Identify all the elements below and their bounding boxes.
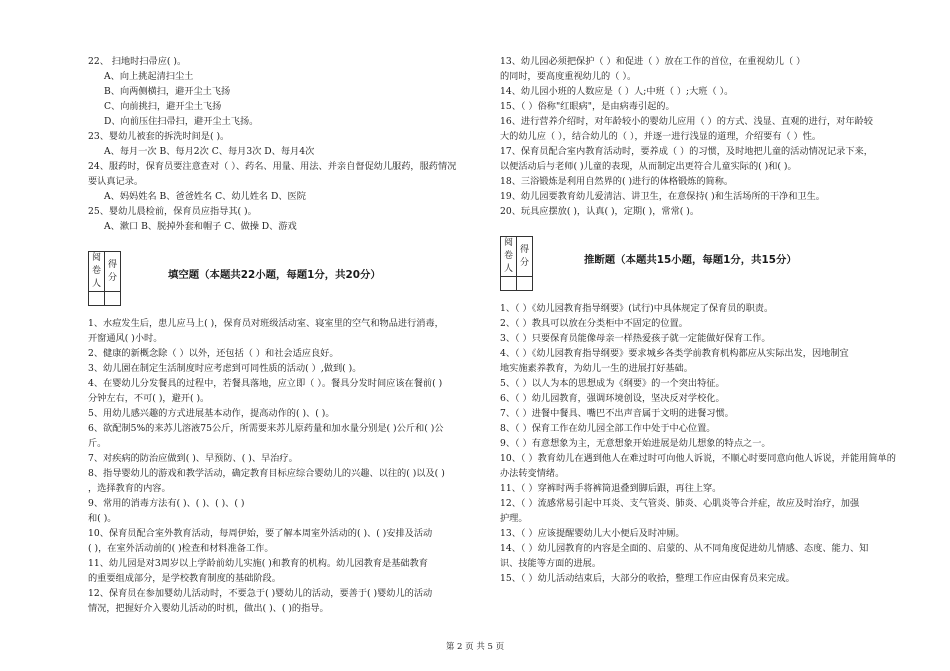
- fill-17-line1: 17、保育员配合室内教育活动时，要养成（ ）的习惯，及时地把儿童的活动情况记录下来，: [500, 146, 873, 157]
- judge-5: 5、（ ）以人为本的思想成为《纲要》的一个突出特征。: [500, 378, 725, 389]
- question-22: 22、 扫地时扫帚应( )。: [88, 56, 187, 67]
- options-23: A、每月一次 B、每月2次 C、每月3次 D、每月4次: [104, 146, 315, 157]
- section-title-judge: 推断题（本题共15小题，每题1分，共15分）: [584, 254, 797, 266]
- judge-4-line1: 4、（ ）《幼儿园教育指导纲要》要求城乡各类学前教育机构都应从实际出发，因地制宜: [500, 348, 849, 359]
- fill-2: 2、健康的新概念除（ ）以外，还包括（ ）和社会适应良好。: [88, 348, 339, 359]
- fill-8-line1: 8、指导婴幼儿的游戏和教学活动，确定教育目标应综合婴幼儿的兴趣、以往的( )以及( ): [88, 468, 445, 479]
- scorer-cell: [501, 277, 517, 291]
- fill-9-line1: 9、常用的消毒方法有( )、( )、( )、( ): [88, 498, 245, 509]
- judge-3: 3、（ ）只要保育员能像母亲一样热爱孩子就一定能做好保育工作。: [500, 333, 771, 344]
- judge-4-line2: 地实施素养教育，为幼儿一生的进展打好基础。: [500, 363, 693, 374]
- judge-11: 11、（ ）穿裤时两手将裤筒退叠到脚后跟，再往上穿。: [500, 483, 722, 494]
- judge-7: 7、（ ）进餐中餐具、嘴巴不出声音属于文明的进餐习惯。: [500, 408, 734, 419]
- option-22c: C、向前挑扫，避开尘土飞扬: [104, 101, 222, 112]
- fill-13-line2: 的同时，要高度重视幼儿的（ ）。: [500, 71, 637, 82]
- option-22d: D、向前压住扫帚扫，避开尘土飞扬。: [104, 116, 259, 127]
- fill-4-line1: 4、在婴幼儿分发餐具的过程中，若餐具落地，应立即（ ）。餐具分发时间应该在餐前( ): [88, 378, 443, 389]
- judge-9: 9、（ ）有意想象为主，无意想象开始进展是幼儿想象的特点之一。: [500, 438, 771, 449]
- score-label: 得分: [517, 237, 533, 277]
- question-25: 25、婴幼儿晨检前，保育员应指导其( )。: [88, 206, 257, 217]
- score-cell: [105, 292, 121, 306]
- fill-16-line2: 大的幼儿应（ ），结合幼儿的（ ），并逐一进行浅显的道理，介绍要有（ ）性。: [500, 131, 822, 142]
- fill-1-line2: 开窗通风( )小时。: [88, 333, 163, 344]
- judge-6: 6、（ ）幼儿园教育，强调环境创设，坚决反对学校化。: [500, 393, 725, 404]
- judge-12-line2: 护理。: [500, 513, 528, 524]
- judge-14-line1: 14、（ ）幼儿园教育的内容是全面的、启蒙的、从不同角度促进幼儿情感、态度、能力、知: [500, 543, 869, 554]
- options-24: A、妈妈姓名 B、爸爸姓名 C、幼儿姓名 D、医院: [104, 191, 306, 202]
- score-cell: [517, 277, 533, 291]
- judge-12-line1: 12、（ ）流感常易引起中耳炎、支气管炎、肺炎、心肌炎等合并症，故应及时治疗，加强: [500, 498, 860, 509]
- fill-10-line1: 10、保育员配合室外教育活动，每周伊始，要了解本周室外活动的( )、( )安排及活动: [88, 528, 433, 539]
- fill-9-line2: 和( )。: [88, 513, 117, 524]
- fill-16-line1: 16、进行营养介绍时，对年龄较小的婴幼儿应用（ ）的方式、浅显、直观的进行，对年龄较: [500, 116, 873, 127]
- score-label: 得分: [105, 252, 121, 292]
- section-title-fill: 填空题（本题共22小题，每题1分，共20分）: [168, 269, 381, 281]
- question-24-line1: 24、服药时，保育员要注意查对（ ）、药名、用量、用法、并亲自督促幼儿服药，服药情况: [88, 161, 457, 172]
- judge-8: 8、（ ）保育工作在幼儿园全部工作中处于中心位置。: [500, 423, 716, 434]
- page-footer: 第 2 页 共 5 页: [445, 642, 505, 652]
- fill-14: 14、幼儿园小班的人数应是（ ）人;中班（ ）;大班（ ）。: [500, 86, 734, 97]
- fill-10-line2: ( )，在室外活动前的( )检查和材料准备工作。: [88, 543, 274, 554]
- scorer-label: 阅卷人: [501, 237, 517, 277]
- judge-15: 15、（ ）幼儿活动结束后，大部分的收拾，整理工作应由保育员来完成。: [500, 573, 795, 584]
- fill-20: 20、玩具应摆放( )，认真( )，定期( )，常常( )。: [500, 206, 700, 217]
- options-25: A、漱口 B、脱掉外套和帽子 C、做操 D、游戏: [104, 221, 297, 232]
- fill-6-line2: 斤。: [88, 438, 107, 449]
- fill-11-line1: 11、幼儿园是对3周岁以上学龄前幼儿实施( )和教育的机构。幼儿园教育是基础教育: [88, 558, 428, 569]
- fill-12-line2: 情况，把握好介入婴幼儿活动的时机，做出( )、( )的指导。: [88, 603, 329, 614]
- fill-5: 5、用幼儿感兴趣的方式进展基本动作，提高动作的( )、( )。: [88, 408, 335, 419]
- fill-1-line1: 1、水痘发生后，患儿应马上( )，保育员对班级活动室、寝室里的空气和物品进行消毒，: [88, 318, 444, 329]
- judge-10-line1: 10、（ ）教育幼儿在遇到他人在难过时可向他人诉说，不顺心时要同意向他人诉说，并能用简单的: [500, 453, 896, 464]
- fill-4-line2: 分钟左右，不可( )，避开( )。: [88, 393, 210, 404]
- scorer-cell: [89, 292, 105, 306]
- fill-17-line2: 以便活动后与老师( )儿童的表现，从而制定出更符合儿童实际的( )和( )。: [500, 161, 797, 172]
- judge-2: 2、（ ）教具可以放在分类柜中不固定的位置。: [500, 318, 688, 329]
- judge-14-line2: 识、技能等方面的进展。: [500, 558, 602, 569]
- judge-13: 13、（ ）应该提醒婴幼儿大小便后及时冲厕。: [500, 528, 685, 539]
- scorer-label: 阅卷人: [89, 252, 105, 292]
- option-22b: B、向两侧横扫，避开尘土飞扬: [104, 86, 231, 97]
- fill-11-line2: 的重要组成部分，是学校教育制度的基础阶段。: [88, 573, 281, 584]
- score-box-right: [500, 236, 533, 291]
- fill-3: 3、幼儿園在制定生活制度时应考虑到可同性质的活动( ）,做到( )。: [88, 363, 362, 374]
- fill-12-line1: 12、保育员在参加婴幼儿活动时，不要急于( )婴幼儿的活动，要善于( )婴幼儿的活动: [88, 588, 433, 599]
- question-24-line2: 要认真记录。: [88, 176, 144, 187]
- fill-6-line1: 6、欲配制5%的来苏儿溶液75公斤，所需要来苏儿原药量和加水量分别是( )公斤和( )公: [88, 423, 444, 434]
- fill-18: 18、三浴锻炼是利用自然界的( )进行的体格锻炼的简称。: [500, 176, 734, 187]
- judge-1: 1、（ ）《幼儿园教育指导纲要》(试行)中具体规定了保育员的职责。: [500, 303, 774, 314]
- fill-15: 15、（ ）俗称"红眼病"，是由病毒引起的。: [500, 101, 675, 112]
- fill-13-line1: 13、幼儿园必须把保护（ ）和促进（ ）放在工作的首位，在重视幼儿（ ）: [500, 56, 806, 67]
- fill-8-line2: ，选择教育的内容。: [88, 483, 171, 494]
- option-22a: A、向上挑起清扫尘土: [104, 71, 194, 82]
- fill-19: 19、幼儿园要教育幼儿爱清洁、讲卫生，在意保持( )和生活场所的干净和卫生。: [500, 191, 825, 202]
- score-box: [88, 251, 121, 306]
- question-23: 23、婴幼儿被套的拆洗时间是( )。: [88, 131, 230, 142]
- judge-10-line2: 办法转变情绪。: [500, 468, 565, 479]
- fill-7: 7、对疾病的防治应做到( )、早预防、( )、早治疗。: [88, 453, 298, 464]
